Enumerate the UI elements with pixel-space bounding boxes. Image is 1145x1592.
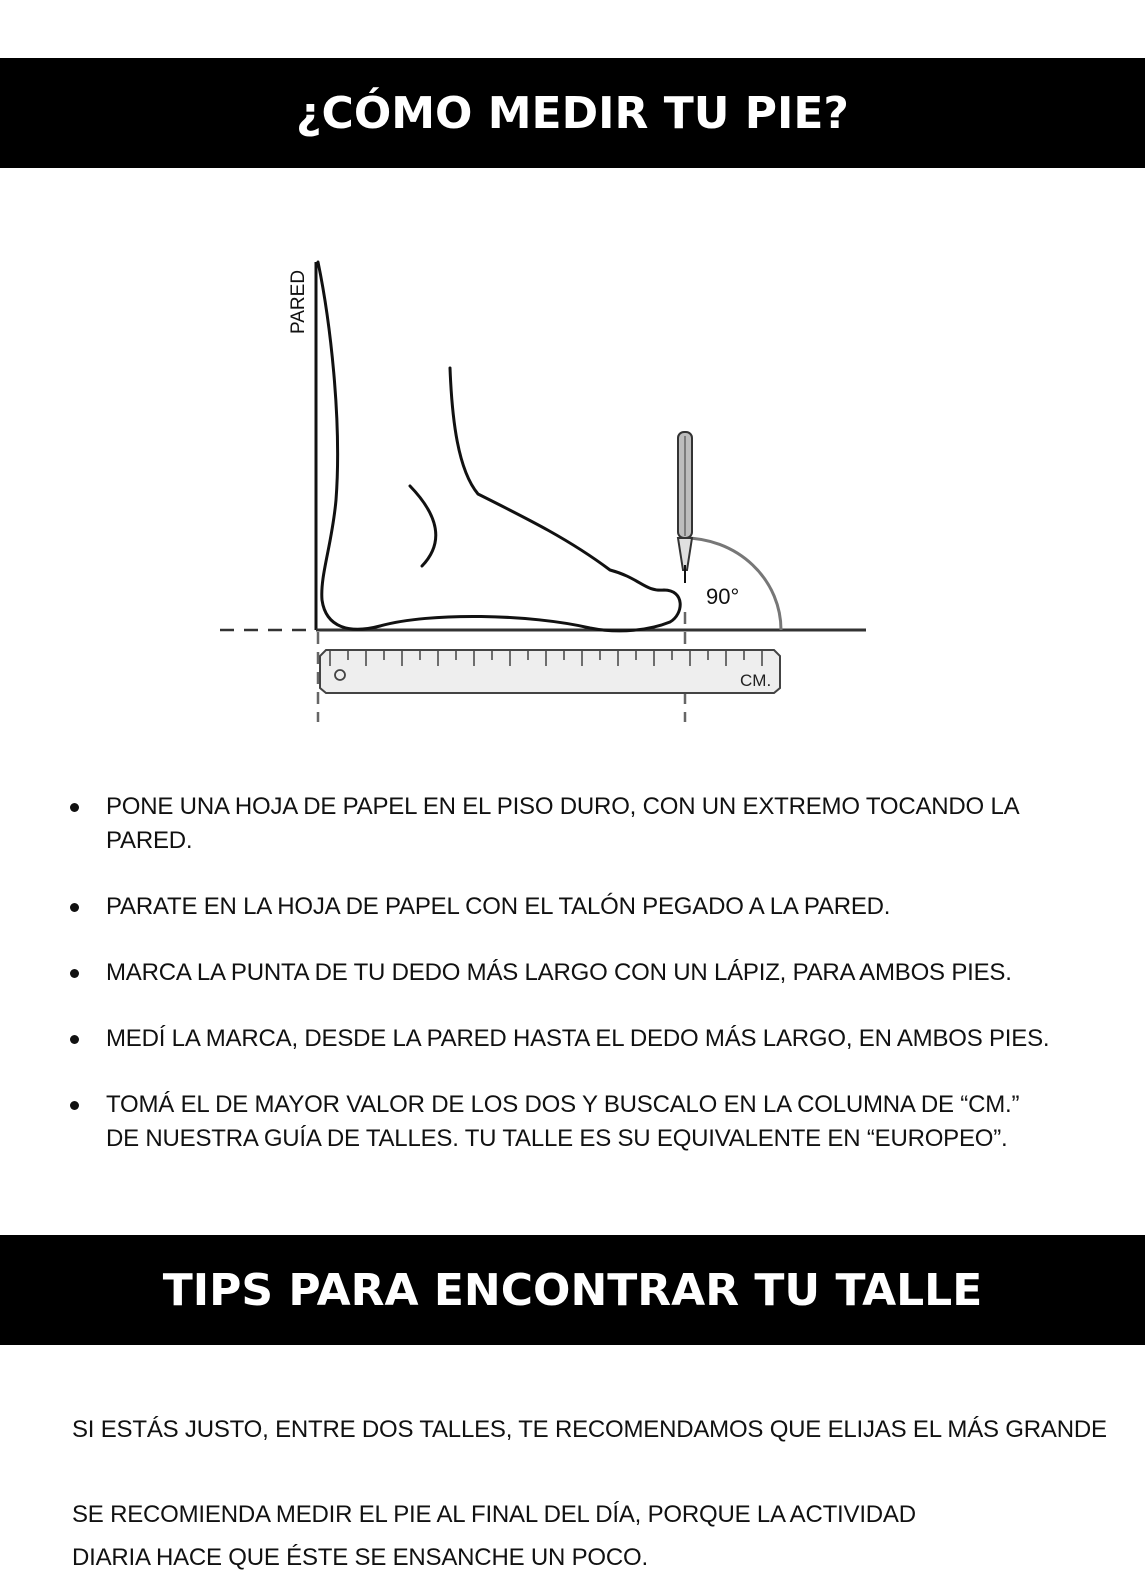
tip-text: SE RECOMIENDA MEDIR EL PIE AL FINAL DEL DÍA, PORQUE LA ACTIVIDAD DIARIA HACE QUE ÉSTE SE ENSANCHE UN POCO.: [72, 1501, 916, 1571]
pencil-icon: [678, 432, 692, 583]
tips-header-band: [0, 1235, 1145, 1345]
list-item: [70, 1022, 1130, 1056]
header-band: [0, 58, 1145, 168]
ankle-line: [410, 486, 436, 566]
list-item: [70, 790, 1130, 858]
bullet-icon: [70, 1035, 79, 1044]
wall-label: PARED: [288, 269, 309, 334]
step-text: PONE UNA HOJA DE PAPEL EN EL PISO DURO, CON UN EXTREMO TOCANDO LA PARED.: [106, 793, 1020, 854]
bullet-icon: [70, 903, 79, 912]
tip-text: SI ESTÁS JUSTO, ENTRE DOS TALLES, TE RECOMENDAMOS QUE ELIJAS EL MÁS GRANDE: [72, 1416, 1107, 1443]
bullet-icon: [70, 803, 79, 812]
measure-steps-list: [70, 790, 1130, 1188]
page-title: ¿CÓMO MEDIR TU PIE?: [296, 87, 849, 139]
step-text: PARATE EN LA HOJA DE PAPEL CON EL TALÓN PEGADO A LA PARED.: [106, 893, 891, 920]
list-item: [70, 890, 1130, 924]
list-item: [70, 1088, 1130, 1156]
bullet-icon: [70, 1101, 79, 1110]
foot-outline: [318, 262, 680, 631]
tips-title: TIPS PARA ENCONTRAR TU TALLE: [162, 1264, 983, 1316]
list-item: [70, 956, 1130, 990]
angle-label: 90°: [706, 584, 740, 609]
step-text: MARCA LA PUNTA DE TU DEDO MÁS LARGO CON UN LÁPIZ, PARA AMBOS PIES.: [106, 959, 1012, 986]
step-text: TOMÁ EL DE MAYOR VALOR DE LOS DOS Y BUSCALO EN LA COLUMNA DE “CM.” DE NUESTRA GUÍA DE TALLES. TU TALLE ES SU EQUIVALENTE EN “EUROPEO”.: [106, 1091, 1020, 1152]
foot-measure-diagram: [0, 225, 1145, 745]
step-text: MEDÍ LA MARCA, DESDE LA PARED HASTA EL DEDO MÁS LARGO, EN AMBOS PIES.: [106, 1025, 1050, 1052]
ruler-unit-label: CM.: [740, 671, 772, 690]
bullet-icon: [70, 969, 79, 978]
ruler: [320, 650, 780, 693]
